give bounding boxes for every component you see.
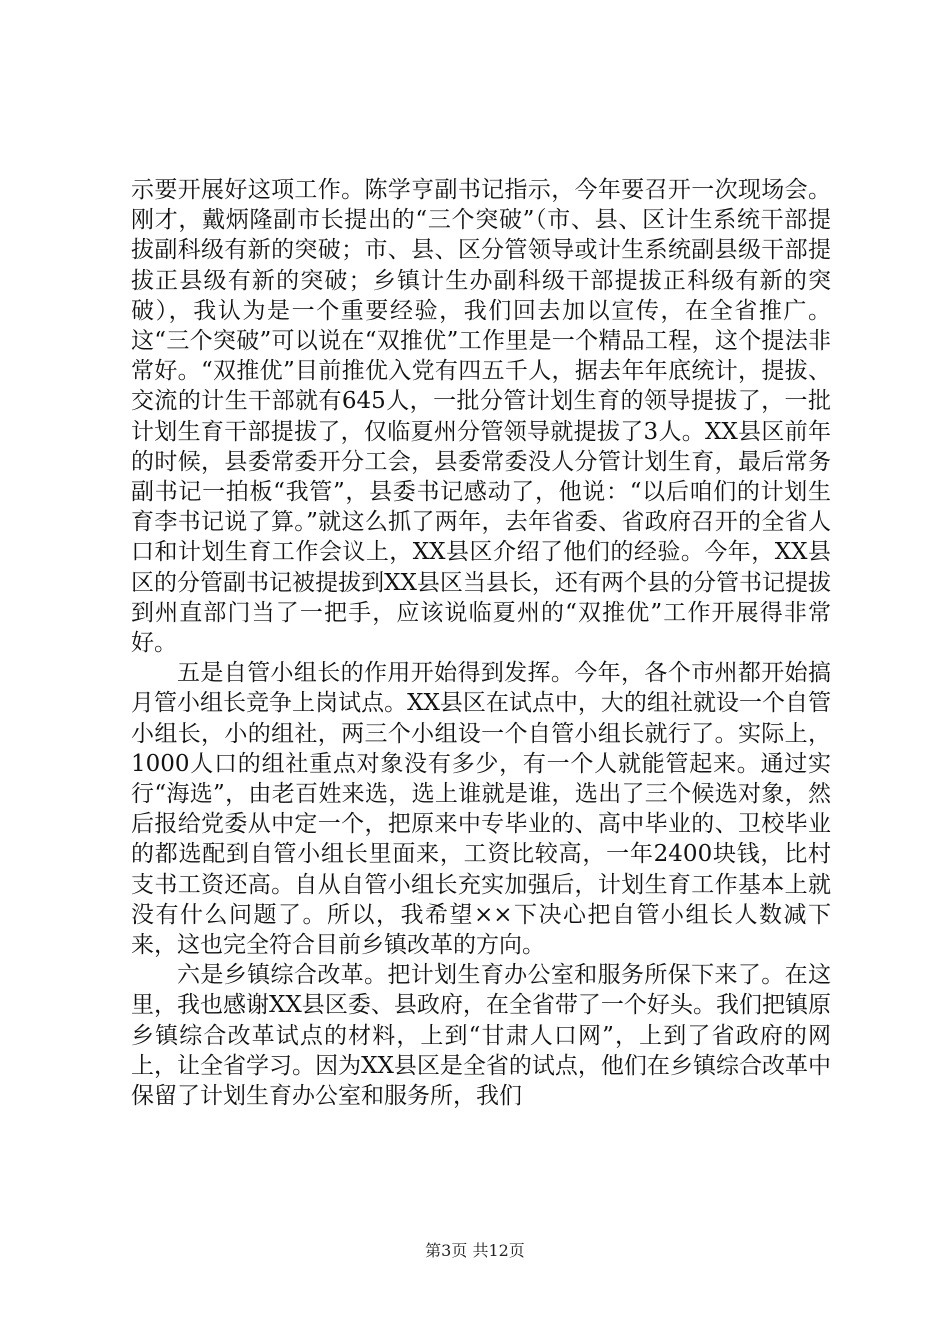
document-body: [131, 175, 831, 1111]
paragraph-3: 六是乡镇综合改革。把计划生育办公室和服务所保下来了。在这里，我也感谢XX县区委、县政府，在全省带了一个好头。我们把镇原乡镇综合改革试点的材料，上到“甘肃人口网”，上到了省政府的网上，让全省学习。因为XX县区是全省的试点，他们在乡镇综合改革中保留了计划生育办公室和服务所，我们: [131, 962, 831, 1110]
page-footer: 第3页 共12页: [425, 1241, 525, 1260]
paragraph-1: 示要开展好这项工作。陈学亨副书记指示，今年要召开一次现场会。刚才，戴炳隆副市长提出的“三个突破”（市、县、区计生系统干部提拔副科级有新的突破；市、县、区分管领导或计生系统副县级干部提拔正县级有新的突破；乡镇计生办副科级干部提拔正科级有新的突破），我认为是一个重要经验，我们回去加以宣传，在全省推广。这“三个突破”可以说在“双推优”工作里是一个精品工程，这个提法非常好。“双推优”目前推优入党有四五千人，据去年年底统计，提拔、交流的计生干部就有645人，一批分管计划生育的领导提拔了，一批计划生育干部提拔了，仅临夏州分管领导就提拔了3人。XX县区前年的时候，县委常委开分工会，县委常委没人分管计划生育，最后常务副书记一拍板“我管”，县委书记感动了，他说：“以后咱们的计划生育李书记说了算。”就这么抓了两年，去年省委、省政府召开的全省人口和计划生育工作会议上，XX县区介绍了他们的经验。今年，XX县区的分管副书记被提拔到XX县区当县长，还有两个县的分管书记提拔到州直部门当了一把手，应该说临夏州的“双推优”工作开展得非常好。: [131, 177, 831, 657]
paragraph-2: 五是自管小组长的作用开始得到发挥。今年，各个市州都开始搞月管小组长竞争上岗试点。XX县区在试点中，大的组社就设一个自管小组长，小的组社，两三个小组设一个自管小组长就行了。实际上，1000人口的组社重点对象没有多少，有一个人就能管起来。通过实行“海选”，由老百姓来选，选上谁就是谁，选出了三个候选对象，然后报给党委从中定一个，把原来中专毕业的、高中毕业的、卫校毕业的都选配到自管小组长里面来，工资比较高，一年2400块钱，比村支书工资还高。自从自管小组长充实加强后，计划生育工作基本上就没有什么问题了。所以，我希望××下决心把自管小组长人数减下来，这也完全符合目前乡镇改革的方向。: [131, 660, 831, 959]
